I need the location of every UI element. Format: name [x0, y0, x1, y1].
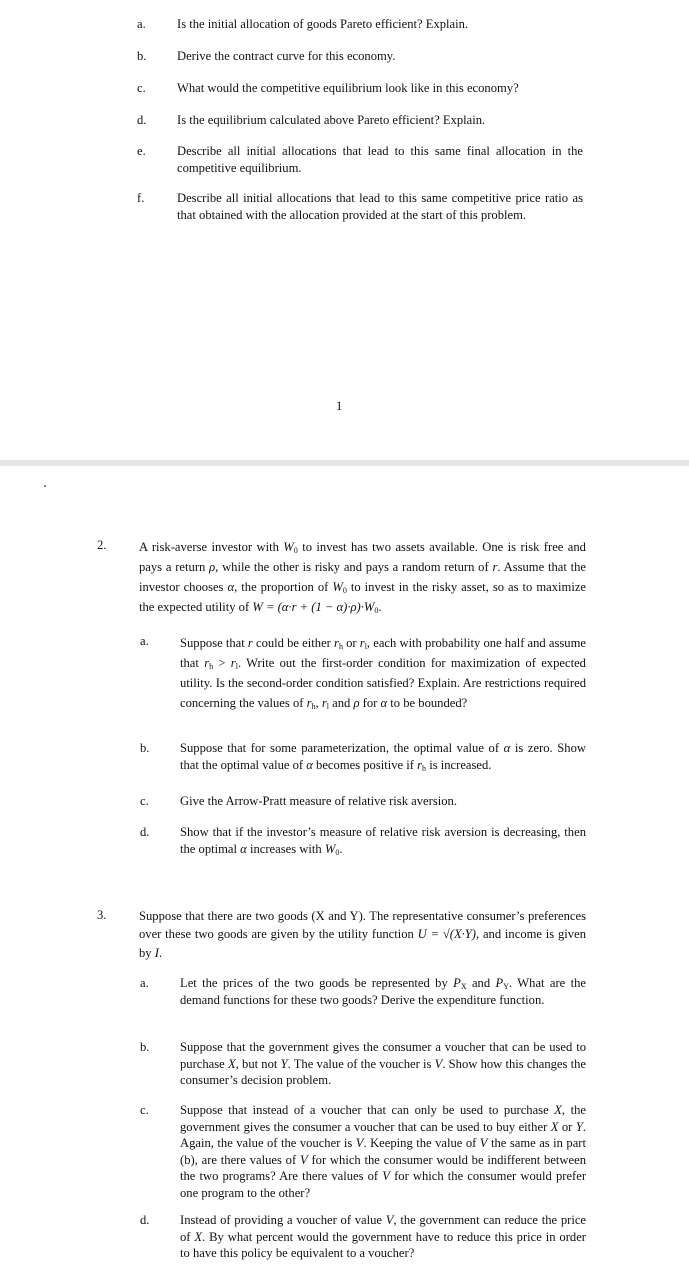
question-2d-text: Show that if the investor’s measure of relative risk aversion is decreasing, then the optimal α increases with $W_0$.	[180, 825, 586, 857]
part-label: c.	[140, 1103, 149, 1117]
question-2a-text: Suppose that r could be either $r_h$ or $r_l$, each with probability one half and assume that $r_h > r_l$. Write out the first-order condition for maximization of expected utility. Is the second-order condition satisfied? Explain. Are restrictions required concerning the values of $r_h$, $r_l$ and ρ for α to be bounded?	[180, 636, 586, 712]
question-number: 3.	[97, 908, 107, 922]
item-text: Describe all initial allocations that lead to this same competitive price ratio as that obtained with the allocation provided at the start of this problem.	[177, 191, 583, 222]
question-3d-text: Instead of providing a voucher of value V, the government can reduce the price of X. By what percent would the government have to reduce this price in order to have this policy be equivalent to a voucher?	[180, 1213, 586, 1261]
item-text: Describe all initial allocations that lead to this same final allocation in the competitive equilibrium.	[177, 144, 583, 175]
scan-speck	[44, 485, 46, 487]
item-label: a.	[137, 17, 146, 31]
item-label: c.	[137, 81, 146, 95]
item-text: Is the equilibrium calculated above Pareto efficient? Explain.	[177, 113, 486, 127]
item-label: d.	[137, 113, 147, 127]
question-number: 2.	[97, 538, 107, 552]
question-2b-text: Suppose that for some parameterization, the optimal value of α is zero. Show that the optimal value of α becomes positive if $r_h$ is increased.	[180, 741, 586, 773]
utility-formula: U = √(X·Y)	[417, 927, 476, 942]
item-text: What would the competitive equilibrium look like in this economy?	[177, 81, 519, 95]
item-text: Is the initial allocation of goods Pareto efficient? Explain.	[177, 17, 469, 31]
part-label: b.	[140, 741, 150, 755]
document-page-1	[0, 0, 689, 462]
question-2c-text: Give the Arrow-Pratt measure of relative risk aversion.	[180, 794, 457, 808]
item-label: b.	[137, 49, 147, 63]
question-3-stem: Suppose that there are two goods (X and Y). The representative consumer’s preferences over these two goods are given by the utility function U = √(X·Y), and income is given by I.	[139, 909, 586, 960]
wealth-formula: W = (α·r + (1 − α)·ρ)·W	[252, 600, 375, 615]
question-3a-text: Let the prices of the two goods be represented by $P_X$ and $P_Y$. What are the demand functions for these two goods? Derive the expenditure function.	[180, 976, 587, 1007]
part-label: a.	[140, 634, 149, 648]
item-text: Derive the contract curve for this economy.	[177, 49, 396, 63]
part-label: c.	[140, 794, 149, 808]
question-2-stem: A risk-averse investor with $W_0$ to invest has two assets available. One is risk free and pays a return ρ, while the other is risky and pays a random return of r. Assume that the investor chooses α, the proportion of $W_0$ to invest in the risky asset, so as to maximize the expected utility of $W = (\alpha\cdot r + (1 - \alpha)\cdot\rho)\cdot W_0$.	[139, 540, 587, 616]
item-label: e.	[137, 144, 146, 158]
item-label: f.	[137, 191, 145, 205]
question-3c-text: Suppose that instead of a voucher that can only be used to purchase X, the government gives the consumer a voucher that can be used to buy either X or Y. Again, the value of the voucher is V. Keeping the value of V the same as in part (b), are there values of V for which the consumer would be indifferent between the two programs? Are there values of V for which the consumer would prefer one program to the other?	[180, 1103, 587, 1201]
question-3b-text: Suppose that the government gives the consumer a voucher that can be used to purchase X, but not Y. The value of the voucher is V. Show how this changes the consumer’s decision problem.	[180, 1040, 586, 1088]
part-label: d.	[140, 1213, 150, 1227]
part-label: d.	[140, 825, 150, 839]
part-label: a.	[140, 976, 149, 990]
document-page-2	[0, 466, 689, 1280]
part-label: b.	[140, 1040, 150, 1054]
page-number: 1	[336, 399, 343, 413]
